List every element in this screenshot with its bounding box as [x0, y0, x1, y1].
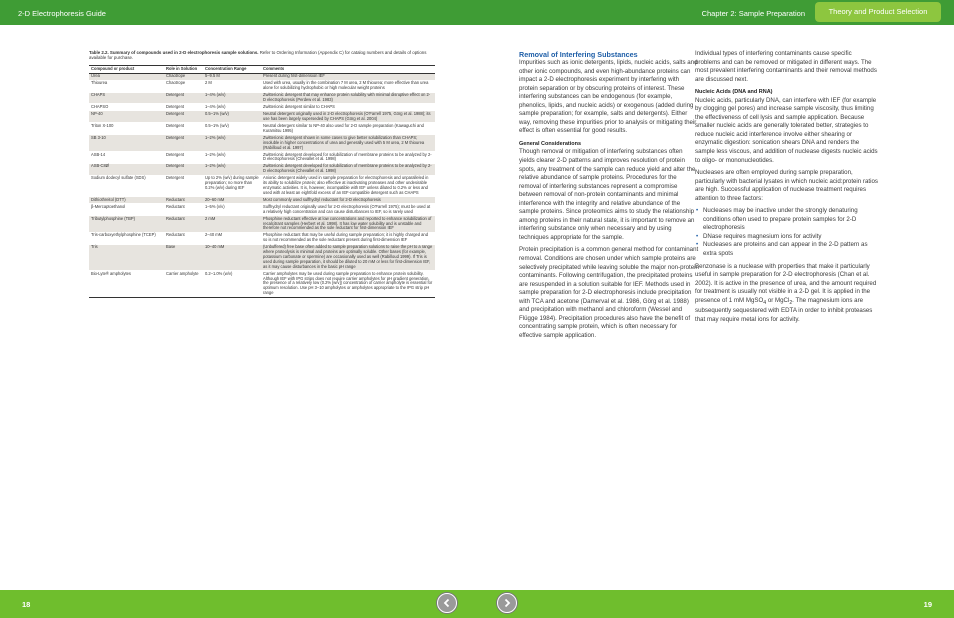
nucleases-paragraph: Nucleases are often employed during sample preparation, particularly with bacterial lysates in which nucleic acid:protein ratios are high. Successful application of nuclease treatment requires attention to three factors:	[695, 169, 878, 202]
list-item: • Nucleases may be inactive under the strongly denaturing conditions often used to prepare protein samples for 2-D electrophoresis	[695, 207, 878, 233]
table-row	[89, 216, 435, 233]
cell-concentration: 1–5% (v/v)	[205, 203, 225, 209]
cell-compound: Sodium dodecyl sulfate (SDS)	[91, 175, 146, 181]
cell-compound: β-Mercaptoethanol	[91, 203, 126, 209]
previous-page-button[interactable]	[437, 593, 457, 613]
table-row	[89, 197, 435, 204]
cell-compound: Tris-carboxyethylphosphine (TCEP)	[91, 232, 156, 238]
cell-concentration: 5–9.5 M	[203, 73, 261, 80]
benzonase-paragraph	[695, 263, 878, 325]
table-row	[89, 232, 435, 244]
cell-concentration: 0.2–1.0% (w/v)	[205, 270, 233, 276]
cell-comments: Zwitterionic detergent developed for solubilization of membrane proteins to be analyzed by 2-D electrophoresis (Chevallet et al. 1998)	[263, 151, 432, 162]
cell-concentration: 1–4% (w/v)	[203, 92, 261, 104]
cell-comments: Anionic detergent widely used in sample preparation for electrophoresis and unparalleled in its ability to solubilize protein; also effective at inactivating proteases and other undesirable enzymatic activities. It is, however, incompatible with IEF unless diluted to 0.2% or less and used with at least an eightfold excess of an IEF-compatible detergent such as CHAPS	[263, 175, 429, 195]
table-row	[89, 163, 435, 175]
cell-role: Detergent	[164, 92, 203, 104]
individual-types-paragraph: Individual types of interfering contaminants cause specific problems and can be removed or mitigated in different ways. The most prevalent interfering contaminants and their removal methods are discussed next.	[695, 50, 877, 83]
general-considerations-paragraph: Though removal or mitigation of interfering substances often yields clearer 2-D patterns and improves resolution of protein spots, any treatment of the sample can reduce yield and alter the relative abundance of sample proteins. Procedures for the removal of interfering substances represent a compromise between removal of non-protein contaminants and minimal interference with the integrity and relative abundance of the sample proteins. Since proteomics aims to study the relationship among proteins in their natural state, it is important to remove an interfering substance only when necessary and by using techniques appropriate for the sample.	[519, 148, 696, 241]
table-caption	[89, 50, 435, 61]
cell-role: Chaotrope	[166, 80, 186, 86]
cell-concentration: 20–60 mM	[203, 197, 261, 204]
cell-concentration: 1–4% (w/v)	[205, 104, 226, 110]
table-row	[89, 135, 435, 152]
benzonase-text-a: Benzonase is a nuclease with properties that make it particularly useful in sample preparation for 2-D electrophoresis (Chan et al. 2002). It is active in the presence of urea, and the amount required for treatment is usually not visible in a 2-D gel. It is applied in the presence of 1 mM MgSO	[695, 262, 877, 304]
cell-compound: Dithiothreitol (DTT)	[89, 197, 164, 204]
right-page-column-1	[519, 50, 699, 344]
cell-role: Chaotrope	[164, 73, 203, 80]
header-bar	[0, 0, 954, 25]
cell-role: Detergent	[166, 151, 184, 157]
table-row	[89, 80, 435, 92]
next-page-button[interactable]	[497, 593, 517, 613]
subscript-2: 2	[789, 299, 793, 306]
cell-concentration: 1–2% (w/v)	[203, 163, 261, 175]
cell-comments: Neutral detergent similar to NP-40 also used for 2-D sample preparation (Kawaguchi and Kuramitsu 1995)	[263, 122, 424, 133]
column-header-compound: Compound or product	[91, 65, 135, 71]
cell-role: Base	[164, 244, 203, 270]
table-row	[89, 175, 435, 197]
cell-concentration: 1–2% (w/v)	[205, 151, 226, 157]
cell-role: Detergent	[164, 163, 203, 175]
cell-concentration: 2 mM	[203, 216, 261, 233]
table-body	[89, 73, 435, 297]
table-row	[89, 111, 435, 123]
nucleic-acids-paragraph: Nucleic acids, particularly DNA, can interfere with IEF (for example by clogging gel pores) and increase sample viscosity, thus limiting the effectiveness of cell lysis and sample application. Because smaller nucleic acids are generally tolerated better, strategies to reduce nucleic acid interference involve either shearing or enzymatic digestion: sonication shears DNA and renders the sample less viscous, and addition of nuclease digests nucleic acids to oligo- or mononucleotides.	[695, 96, 878, 164]
right-page-column-2	[695, 50, 878, 329]
cell-compound: CHAPS	[89, 92, 164, 104]
cell-role: Reductant	[166, 232, 185, 238]
guide-title: 2-D Electrophoresis Guide	[18, 9, 106, 18]
table-row	[89, 123, 435, 135]
cell-role: Reductant	[164, 216, 203, 233]
cell-comments: Zwitterionic detergent developed for solubilization of membrane proteins to be analyzed by 2-D electrophoresis (Chevallet et al. 1998)	[261, 163, 435, 175]
subscript-4: 4	[763, 299, 767, 306]
page-number-left: 18	[22, 600, 31, 609]
cell-concentration: 0.5–1% (w/v)	[203, 111, 261, 123]
cell-comments: Neutral detergent originally used in 2-D electrophoresis (O'Farrell 1975, Görg et al. 1988); its use has been largely superseded by CHAPS (Görg et al. 2004)	[261, 111, 435, 123]
cell-comments: Used with urea, usually in the combination 7 M urea, 2 M thiourea; more effective than urea alone for solubilizing hydrophobic or high molecular weight proteins	[263, 80, 429, 91]
cell-comments: Zwitterionic detergent similar to CHAPS	[263, 104, 335, 110]
table-row	[89, 104, 435, 111]
cell-compound: Triton X-100	[91, 122, 114, 128]
cell-role: Detergent	[166, 104, 184, 110]
cell-compound: ASB-14	[91, 151, 106, 157]
cell-comments: Most commonly used sulfhydryl reductant for 2-D electrophoresis	[261, 197, 435, 204]
cell-role: Reductant	[164, 197, 203, 204]
cell-role: Carrier ampholyte	[166, 270, 199, 276]
cell-comments: Carrier ampholytes may be used during sample preparation to enhance protein solubility. Although IEF with IPG strips does not require carrier ampholytes for pH gradient generation, the presence of a relatively low (0.2% [w/v]) concentration of carrier ampholyte is essential for optimum resolution. Use pH 3–10 ampholytes or ampholytes appropriate to the IPG strip pH range	[263, 270, 433, 296]
list-item: • Nucleases are proteins and can appear in the 2-D pattern as extra spots	[695, 241, 878, 258]
cell-comments: Phosphine reductant that may be useful during sample preparation; it is highly charged and so is not recommended as the sole reductant present during first-dimension IEF	[263, 232, 428, 243]
compound-summary-table-section	[89, 50, 435, 298]
cell-concentration: 0.5–1% (w/v)	[205, 122, 229, 128]
cell-compound: SB 3-10	[89, 135, 164, 152]
precipitation-paragraph: Protein precipitation is a common general method for contaminant removal. Conditions are chosen under which sample proteins are selectively precipitated while leaving soluble the major non-protein contaminants. Following centrifugation, the precipitated proteins are resuspended in a solution suitable for IEF. Methods used in sample preparation for 2-D electrophoresis include precipitation with TCA and acetone (Damerval et al. 1986, Görg et al. 1988) and precipitation with methanol and chloroform (Wessel and Flügge 1984). Precipitation procedures also have the benefit of concentrating sample protein, which is often necessary for effective sample application.	[519, 246, 699, 339]
column-header-concentration: Concentration Range	[205, 65, 247, 71]
chevron-right-icon	[502, 598, 512, 608]
cell-comments: Present during first-dimension IEF	[261, 73, 435, 80]
page-number-right: 19	[923, 600, 932, 609]
table-row	[89, 92, 435, 104]
tab-theory-product-selection[interactable]: Theory and Product Selection	[815, 2, 941, 22]
cell-concentration: 1–2% (w/v)	[203, 135, 261, 152]
cell-concentration: 10–40 mM	[203, 244, 261, 270]
section-title: Removal of Interfering Substances	[519, 50, 638, 59]
cell-concentration: 2 M	[205, 80, 212, 86]
cell-comments: Sulfhydryl reductant originally used for 2-D electrophoresis (O'Farrell 1975); must be used at a relatively high concentration and can cause disturbances to IEF, so is rarely used	[263, 203, 431, 214]
cell-role: Detergent	[164, 135, 203, 152]
footer-bar	[0, 590, 954, 618]
cell-compound: Tris	[89, 244, 164, 270]
table-caption-note: Refer to Ordering Information (Appendix C) for catalog numbers and details of options available for purchase.	[89, 50, 427, 61]
cell-comments: (Unbuffered) free base often added to sample preparation solutions to raise the pH to a range where proteolysis is minimal and proteins are optimally soluble. Other bases (for example, potassium carbonate or spermine) are occasionally used as well (Rabilloud 1999). If Tris is used during sample preparation, it should be diluted to 20 mM or less for first-dimension IEF, as it may cause disturbances in the basic pH range	[261, 244, 435, 270]
cell-role: Reductant	[166, 203, 185, 209]
cell-compound: Tributylphosphine (TBP)	[89, 216, 164, 233]
cell-concentration: Up to 2% (w/v) during sample preparation; no more than 0.2% (w/v) during IEF	[205, 175, 259, 190]
chapter-title[interactable]: Chapter 2: Sample Preparation	[701, 9, 805, 18]
benzonase-text-or: or MgCl	[766, 296, 790, 304]
cell-compound: NP-40	[89, 111, 164, 123]
table-row	[89, 73, 435, 80]
column-header-role: Role in Solution	[166, 65, 198, 71]
cell-compound: ASB-C8Ø	[89, 163, 164, 175]
table-row	[89, 244, 435, 270]
table-header-row	[89, 65, 435, 73]
table-row	[89, 271, 435, 297]
compound-summary-table	[89, 65, 435, 298]
cell-compound: Bio-Lyte® ampholytes	[91, 270, 131, 276]
cell-comments: Zwitterionic detergent that may enhance protein solubility with minimal disruptive effect on 2-D electrophoresis (Perdew et al. 1983)	[261, 92, 435, 104]
nuclease-factors-list	[695, 207, 878, 258]
chevron-left-icon	[442, 598, 452, 608]
table-row	[89, 204, 435, 216]
table-row	[89, 151, 435, 163]
column-header-comments: Comments	[263, 65, 285, 71]
cell-role: Detergent	[166, 122, 184, 128]
benzonase-text-b: . The magnesium ions are subsequently sequestered with EDTA in order to inhibit proteases that may require metal ions for activity.	[695, 296, 873, 324]
table-caption-title: Table 2.2. Summary of compounds used in 2-D electrophoresis sample solutions.	[89, 50, 259, 55]
cell-concentration: 2–40 mM	[205, 232, 223, 238]
list-item: • DNase requires magnesium ions for activity	[695, 233, 878, 242]
cell-comments: Zwitterionic detergent shown in some cases to give better solubilization than CHAPS; insoluble in higher concentrations of urea and generally used with 5 M urea, 2 M thiourea (Rabilloud et al. 1997)	[261, 135, 435, 152]
cell-role: Detergent	[164, 111, 203, 123]
cell-compound: CHAPSO	[91, 104, 109, 110]
intro-paragraph: Impurities such as ionic detergents, lipids, nucleic acids, salts and other ionic compounds, and even high-abundance proteins can impact a 2-D electrophoresis experiment by interfering with protein separation or by obscuring proteins of interest. These interfering substances can be endogenous (for example, phenolics, lipids, and nucleic acids) or exogenous (added during sample preparation; for example, salts and detergents). Either way, removing these impurities prior to analysis or mitigating their effect is often essential for good results.	[519, 59, 698, 135]
cell-compound: Urea	[89, 73, 164, 80]
cell-compound: Thiourea	[91, 80, 108, 86]
cell-role: Detergent	[166, 175, 184, 181]
general-considerations-heading: General Considerations	[519, 140, 582, 147]
nucleic-acids-heading: Nucleic Acids (DNA and RNA)	[695, 89, 773, 96]
cell-comments: Phosphine reductant effective at low concentrations and reported to enhance solubilization of recalcitrant samples (Herbert et al. 1998). It has low water solubility and is unstable and therefore not recommended as the sole reductant for first-dimension IEF	[261, 216, 435, 233]
